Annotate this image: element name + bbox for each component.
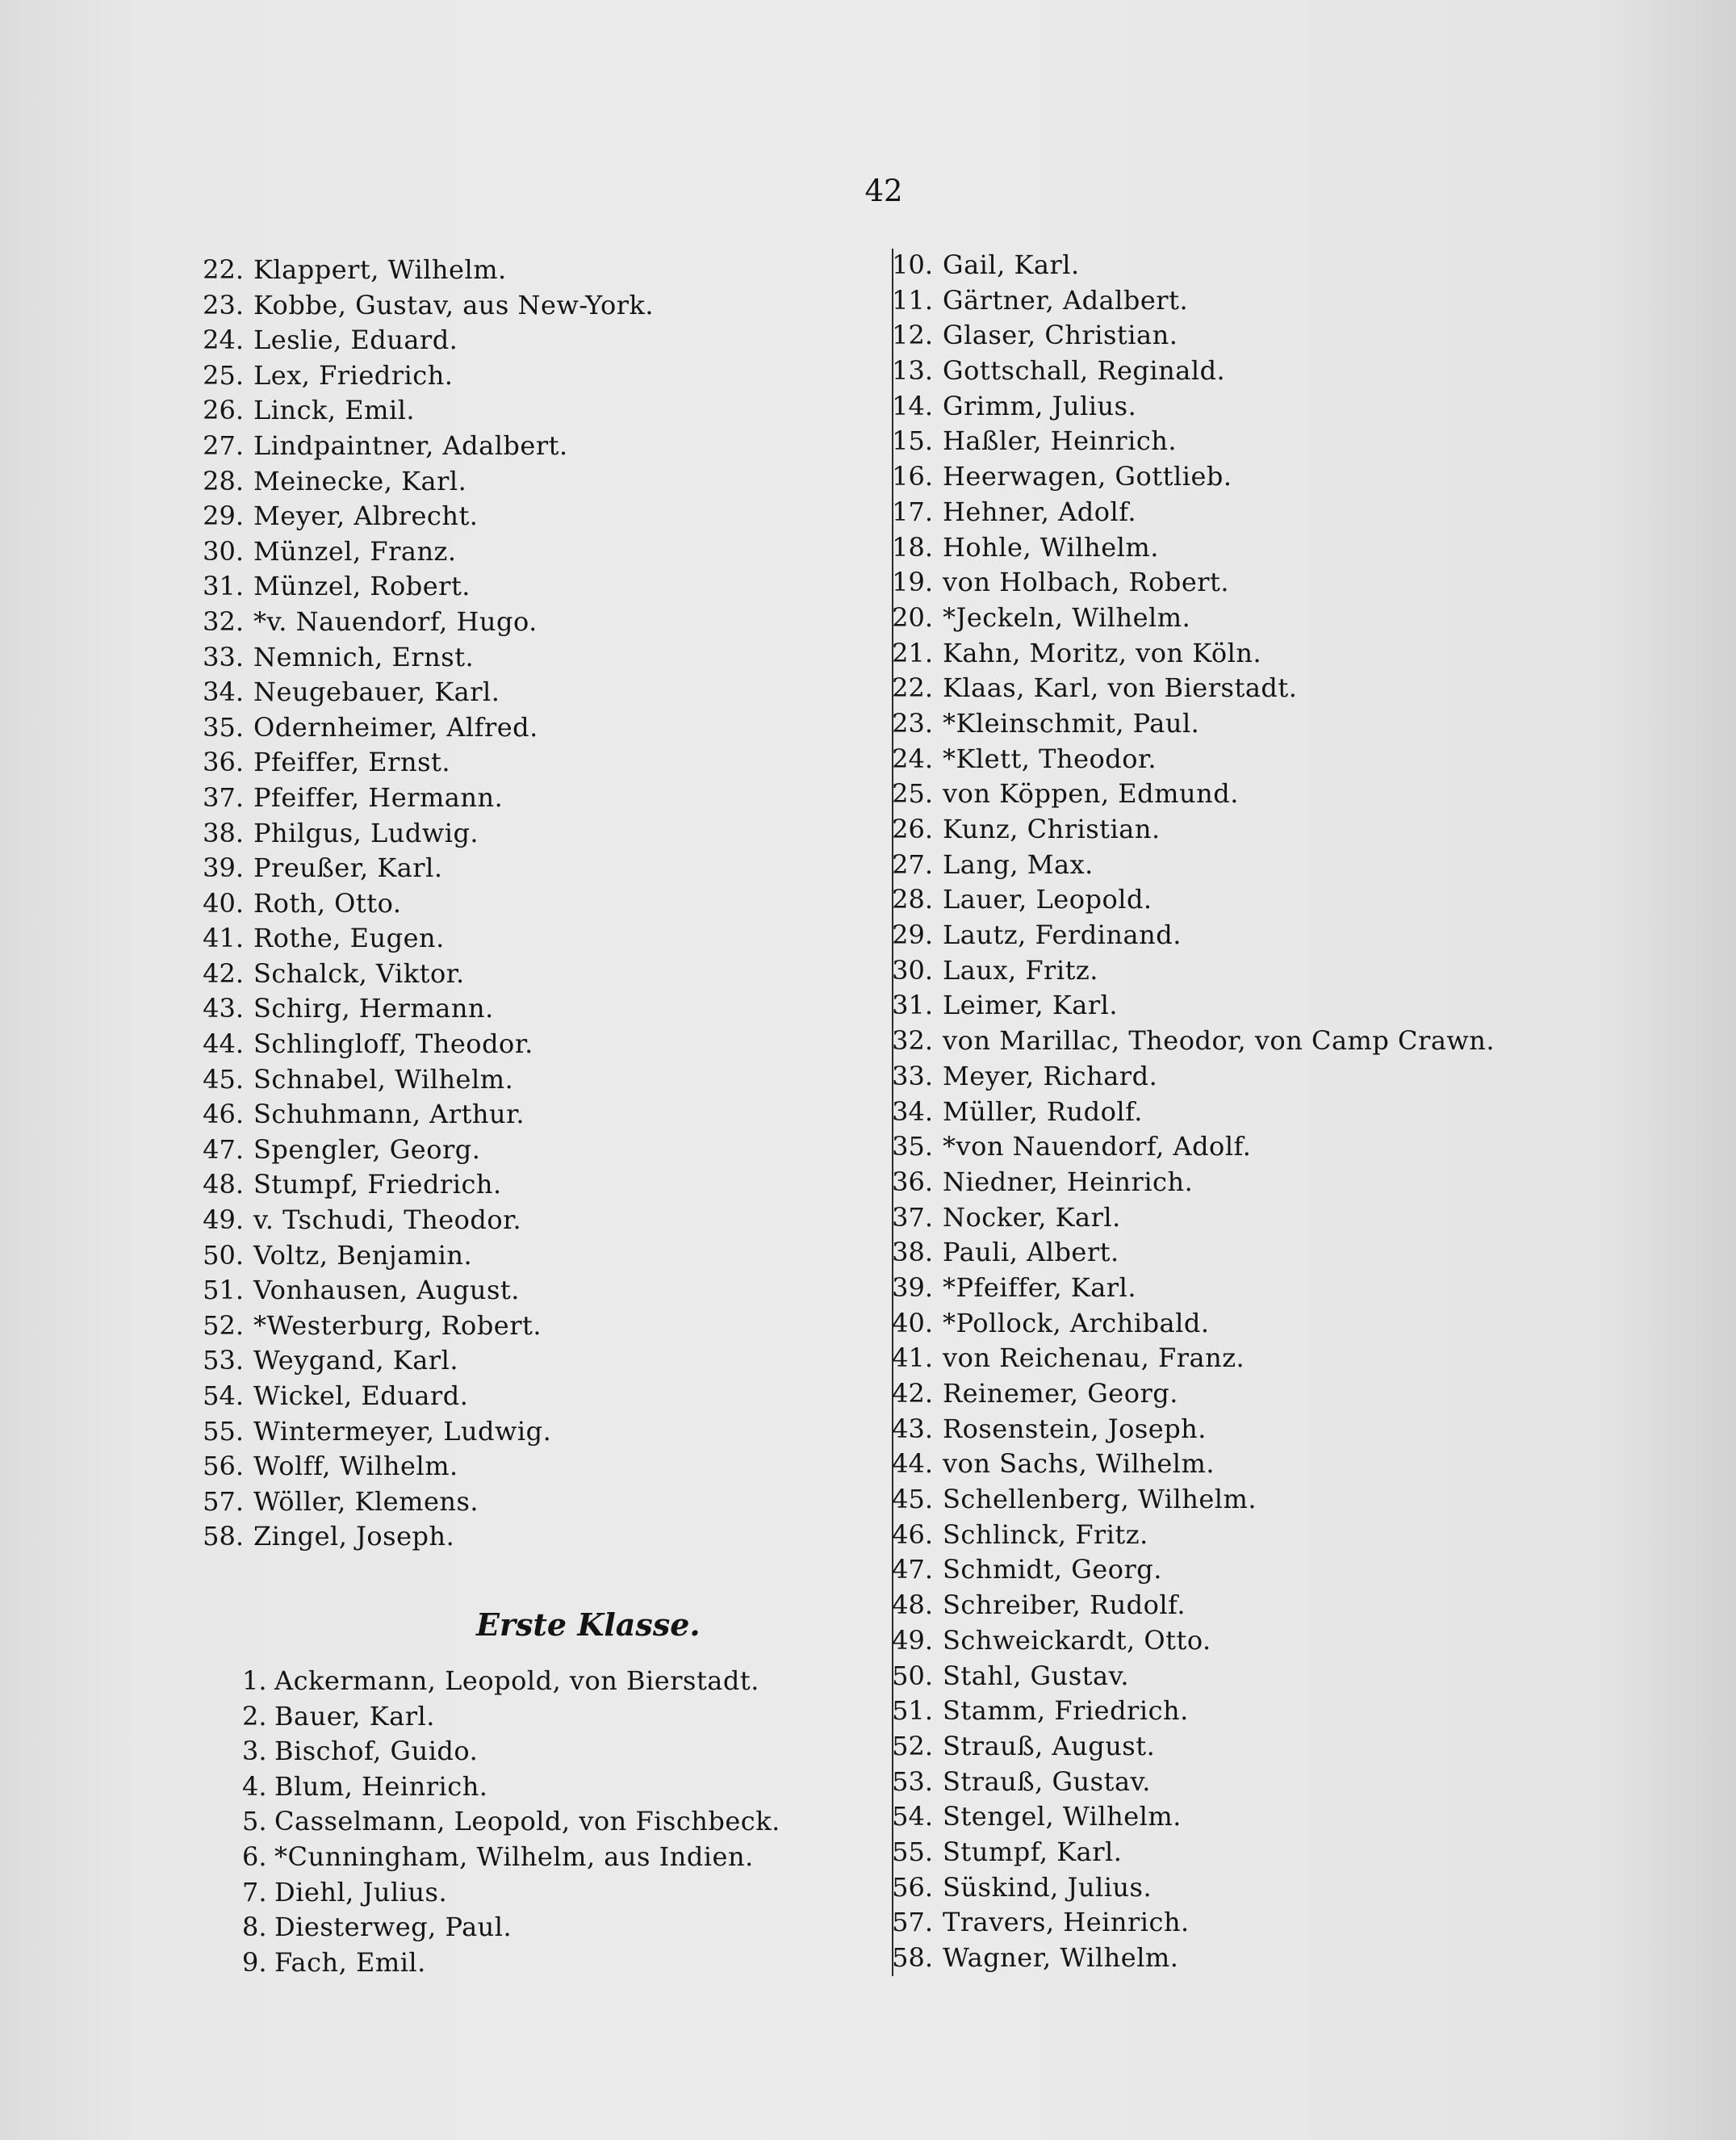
- entry-number: 31.: [203, 571, 244, 602]
- entry-name: Pauli, Albert.: [943, 1237, 1119, 1268]
- list-item: [194, 606, 855, 642]
- entry-number: 45.: [892, 1484, 933, 1515]
- entry-name: Glaser, Christian.: [943, 320, 1178, 351]
- entry-number: 22.: [203, 254, 244, 285]
- entry-number: 42.: [203, 957, 244, 989]
- list-item: [886, 1308, 1613, 1343]
- list-item: [886, 778, 1613, 814]
- entry-name: Reinemer, Georg.: [943, 1378, 1178, 1409]
- entry-name: Münzel, Robert.: [253, 571, 471, 602]
- entry-name: Gärtner, Adalbert.: [943, 284, 1189, 316]
- entry-number: 44.: [892, 1448, 933, 1480]
- entry-name: *v. Nauendorf, Hugo.: [253, 605, 538, 637]
- entry-name: *Pollock, Archibald.: [943, 1307, 1210, 1338]
- list-item: [194, 818, 855, 853]
- list-item: [194, 1028, 855, 1064]
- entry-number: 30.: [892, 954, 933, 986]
- entry-name: Ackermann, Leopold, von Bierstadt.: [274, 1665, 759, 1696]
- entry-name: Diehl, Julius.: [274, 1876, 448, 1908]
- entry-name: Schlingloff, Theodor.: [253, 1028, 533, 1060]
- entry-name: Philgus, Ludwig.: [253, 817, 479, 848]
- entry-name: Roth, Otto.: [253, 887, 402, 919]
- list-item: [242, 1701, 855, 1736]
- list-item: [886, 1342, 1613, 1378]
- list-item: [886, 1836, 1613, 1872]
- entry-name: Casselmann, Leopold, von Fischbeck.: [274, 1806, 780, 1837]
- entry-name: von Köppen, Edmund.: [943, 778, 1239, 810]
- entry-name: Schreiber, Rudolf.: [943, 1589, 1186, 1621]
- list-item: [194, 1310, 855, 1346]
- list-item: [194, 1169, 855, 1204]
- list-item: [886, 1025, 1613, 1061]
- list-item: [242, 1806, 855, 1841]
- list-item: [886, 849, 1613, 885]
- entry-name: Schnabel, Wilhelm.: [253, 1063, 514, 1095]
- entry-name: Stamm, Friedrich.: [943, 1695, 1189, 1727]
- list-item: [886, 1237, 1613, 1272]
- entry-number: 46.: [203, 1099, 244, 1130]
- entry-name: Wagner, Wilhelm.: [943, 1942, 1179, 1973]
- entry-name: Strauß, August.: [943, 1730, 1156, 1761]
- entry-number: 32.: [203, 605, 244, 637]
- entry-name: Gail, Karl.: [943, 249, 1080, 280]
- list-item: [886, 1695, 1613, 1731]
- entry-name: Klaas, Karl, von Bierstadt.: [943, 672, 1298, 704]
- entry-name: Wöller, Klemens.: [253, 1485, 479, 1517]
- entry-name: *von Nauendorf, Adolf.: [943, 1131, 1252, 1162]
- list-item: [194, 395, 855, 430]
- entry-number: 54.: [892, 1801, 933, 1832]
- entry-number: 13.: [892, 355, 933, 387]
- entry-number: 49.: [203, 1204, 244, 1236]
- entry-name: Heerwagen, Gottlieb.: [943, 461, 1232, 492]
- erste-klasse-list: [242, 1665, 855, 1982]
- list-item: [886, 391, 1613, 426]
- list-item: [242, 1665, 855, 1701]
- entry-number: 9.: [242, 1946, 267, 1978]
- entry-number: 41.: [892, 1342, 933, 1374]
- entry-name: Kobbe, Gustav, aus New-York.: [253, 289, 655, 320]
- entry-number: 54.: [203, 1380, 244, 1411]
- list-item: [886, 1484, 1613, 1519]
- entry-number: 51.: [892, 1695, 933, 1727]
- entry-name: Hohle, Wilhelm.: [943, 531, 1159, 563]
- list-item: [194, 500, 855, 536]
- entry-name: Neugebauer, Karl.: [253, 676, 500, 708]
- entry-number: 49.: [892, 1624, 933, 1656]
- entry-name: Schalck, Viktor.: [253, 957, 465, 989]
- list-item: [886, 1554, 1613, 1589]
- entry-name: Leslie, Eduard.: [253, 325, 458, 356]
- entry-name: Fach, Emil.: [274, 1946, 426, 1978]
- list-item: [886, 955, 1613, 990]
- list-item: [194, 360, 855, 396]
- entry-name: Schweickardt, Otto.: [943, 1624, 1211, 1656]
- entry-number: 52.: [892, 1730, 933, 1761]
- entry-name: *Cunningham, Wilhelm, aus Indien.: [274, 1841, 754, 1872]
- entry-number: 51.: [203, 1275, 244, 1306]
- list-item: [886, 1166, 1613, 1202]
- entry-number: 28.: [892, 884, 933, 915]
- list-item: [886, 461, 1613, 496]
- entry-name: Strauß, Gustav.: [943, 1765, 1151, 1797]
- entry-name: Wolff, Wilhelm.: [253, 1451, 458, 1482]
- entry-name: Odernheimer, Alfred.: [253, 711, 538, 743]
- list-item: [886, 567, 1613, 602]
- list-item: [886, 743, 1613, 779]
- entry-number: 26.: [203, 395, 244, 426]
- entry-name: von Marillac, Theodor, von Camp Crawn.: [943, 1025, 1495, 1057]
- list-item: [194, 1240, 855, 1275]
- entry-name: Zingel, Joseph.: [253, 1521, 455, 1552]
- entry-number: 31.: [892, 990, 933, 1021]
- entry-number: 23.: [203, 289, 244, 320]
- entry-number: 6.: [242, 1841, 267, 1872]
- entry-number: 22.: [892, 672, 933, 704]
- entry-name: *Jeckeln, Wilhelm.: [943, 601, 1191, 633]
- list-item: [194, 1521, 855, 1556]
- entry-name: Süskind, Julius.: [943, 1871, 1152, 1903]
- list-item: [194, 1380, 855, 1416]
- entry-number: 16.: [892, 461, 933, 492]
- entry-number: 33.: [203, 641, 244, 672]
- entry-name: Kahn, Moritz, von Köln.: [943, 637, 1262, 668]
- list-item: [886, 1766, 1613, 1802]
- entry-name: v. Tschudi, Theodor.: [253, 1204, 522, 1236]
- entry-number: 24.: [892, 743, 933, 774]
- entry-name: *Pfeiffer, Karl.: [943, 1271, 1136, 1303]
- entry-name: Lindpaintner, Adalbert.: [253, 429, 568, 461]
- entry-name: Pfeiffer, Ernst.: [253, 747, 451, 778]
- entry-number: 57.: [203, 1485, 244, 1517]
- entry-name: Niedner, Heinrich.: [943, 1166, 1194, 1197]
- entry-number: 15.: [892, 425, 933, 457]
- entry-number: 41.: [203, 923, 244, 954]
- entry-name: Meinecke, Karl.: [253, 465, 467, 496]
- entry-name: Schirg, Hermann.: [253, 993, 494, 1024]
- entry-number: 1.: [242, 1665, 267, 1696]
- list-item: [194, 923, 855, 958]
- list-item: [194, 1099, 855, 1134]
- list-item: [242, 1912, 855, 1947]
- entry-name: Preußer, Karl.: [253, 852, 443, 884]
- list-item: [886, 1272, 1613, 1308]
- entry-number: 56.: [892, 1871, 933, 1903]
- list-item: [886, 884, 1613, 919]
- entry-name: *Klett, Theodor.: [943, 743, 1157, 774]
- entry-number: 5.: [242, 1806, 267, 1837]
- entry-name: Travers, Heinrich.: [943, 1907, 1190, 1938]
- entry-number: 34.: [203, 676, 244, 708]
- entry-name: Pfeiffer, Hermann.: [253, 781, 504, 813]
- list-item: [886, 532, 1613, 567]
- entry-number: 55.: [892, 1836, 933, 1867]
- entry-number: 40.: [203, 887, 244, 919]
- list-item: [886, 1413, 1613, 1449]
- entry-name: Schmidt, Georg.: [943, 1554, 1162, 1585]
- entry-name: Münzel, Franz.: [253, 535, 457, 567]
- list-item: [886, 1448, 1613, 1484]
- entry-name: Leimer, Karl.: [943, 990, 1119, 1021]
- list-item: [886, 355, 1613, 391]
- list-item: [886, 602, 1613, 638]
- list-item: [886, 320, 1613, 355]
- list-item: [194, 958, 855, 994]
- entry-name: Meyer, Albrecht.: [253, 500, 479, 532]
- list-item: [886, 1942, 1613, 1978]
- list-item: [194, 1134, 855, 1170]
- list-item: [242, 1736, 855, 1771]
- list-item: [194, 747, 855, 782]
- entry-number: 18.: [892, 531, 933, 563]
- entry-number: 43.: [892, 1413, 933, 1444]
- entry-number: 35.: [892, 1131, 933, 1162]
- list-item: [886, 1625, 1613, 1660]
- entry-number: 23.: [892, 707, 933, 739]
- list-item: [194, 1486, 855, 1522]
- entry-name: Rosenstein, Joseph.: [943, 1413, 1207, 1444]
- entry-number: 38.: [892, 1237, 933, 1268]
- entry-number: 55.: [203, 1415, 244, 1447]
- list-item: [194, 712, 855, 748]
- entry-name: Schlinck, Fritz.: [943, 1518, 1148, 1550]
- entry-name: Bischof, Guido.: [274, 1736, 479, 1767]
- entry-name: Rothe, Eugen.: [253, 923, 445, 954]
- list-item: [194, 536, 855, 572]
- page-number: 42: [864, 174, 903, 208]
- list-item: [194, 1064, 855, 1099]
- entry-number: 57.: [892, 1907, 933, 1938]
- entry-number: 19.: [892, 567, 933, 598]
- entry-number: 36.: [892, 1166, 933, 1197]
- list-item: [886, 496, 1613, 532]
- list-item: [194, 571, 855, 606]
- entry-number: 11.: [892, 284, 933, 316]
- list-item: [194, 1204, 855, 1240]
- entry-name: Weygand, Karl.: [253, 1345, 458, 1376]
- entry-number: 47.: [203, 1133, 244, 1165]
- entry-name: Lex, Friedrich.: [253, 359, 454, 391]
- entry-name: Voltz, Benjamin.: [253, 1239, 473, 1271]
- list-item: [194, 676, 855, 712]
- entry-number: 26.: [892, 814, 933, 844]
- entry-number: 32.: [892, 1025, 933, 1057]
- list-item: [886, 814, 1613, 849]
- list-item: [194, 325, 855, 360]
- list-item: [194, 430, 855, 466]
- entry-number: 2.: [242, 1700, 267, 1732]
- entry-name: Bauer, Karl.: [274, 1700, 435, 1732]
- entry-number: 12.: [892, 320, 933, 351]
- entry-name: Linck, Emil.: [253, 395, 416, 426]
- entry-number: 4.: [242, 1770, 267, 1802]
- entry-name: Lautz, Ferdinand.: [943, 919, 1182, 951]
- entry-number: 7.: [242, 1876, 267, 1908]
- list-item: [886, 919, 1613, 955]
- entry-number: 21.: [892, 637, 933, 668]
- entry-number: 14.: [892, 390, 933, 421]
- entry-name: *Westerburg, Robert.: [253, 1309, 542, 1341]
- entry-name: Klappert, Wilhelm.: [253, 254, 507, 285]
- list-item: [886, 1202, 1613, 1238]
- list-item: [194, 782, 855, 818]
- entry-name: Wickel, Eduard.: [253, 1380, 469, 1411]
- list-item: [886, 708, 1613, 743]
- list-item: [886, 1096, 1613, 1132]
- entry-number: 29.: [203, 500, 244, 532]
- list-item: [886, 1660, 1613, 1696]
- list-item: [886, 249, 1613, 285]
- list-item: [194, 852, 855, 888]
- entry-name: Stengel, Wilhelm.: [943, 1801, 1182, 1832]
- entry-name: Stumpf, Friedrich.: [253, 1169, 502, 1200]
- entry-number: 8.: [242, 1912, 267, 1943]
- entry-number: 35.: [203, 711, 244, 743]
- list-item: [886, 1801, 1613, 1836]
- entry-number: 27.: [203, 429, 244, 461]
- list-item: [194, 888, 855, 923]
- entry-number: 43.: [203, 993, 244, 1024]
- entry-name: Hehner, Adolf.: [943, 496, 1137, 527]
- entry-number: 58.: [203, 1521, 244, 1552]
- entry-number: 33.: [892, 1060, 933, 1091]
- entry-number: 17.: [892, 496, 933, 527]
- entry-number: 27.: [892, 848, 933, 880]
- list-item: [194, 466, 855, 501]
- list-item: [242, 1771, 855, 1807]
- list-item: [194, 1345, 855, 1380]
- entry-name: *Kleinschmit, Paul.: [943, 707, 1200, 739]
- entry-number: 45.: [203, 1063, 244, 1095]
- left-column-list: [194, 254, 855, 1556]
- entry-number: 48.: [892, 1589, 933, 1621]
- list-item: [886, 1731, 1613, 1766]
- entry-number: 37.: [892, 1201, 933, 1233]
- list-item: [194, 993, 855, 1028]
- list-item: [242, 1947, 855, 1983]
- list-item: [194, 1416, 855, 1451]
- entry-number: 38.: [203, 817, 244, 848]
- entry-name: Spengler, Georg.: [253, 1133, 481, 1165]
- entry-number: 24.: [203, 325, 244, 356]
- entry-number: 47.: [892, 1554, 933, 1585]
- list-item: [886, 672, 1613, 708]
- list-item: [194, 1275, 855, 1310]
- list-item: [886, 1378, 1613, 1413]
- list-item: [886, 990, 1613, 1025]
- section-heading: Erste Klasse.: [476, 1606, 701, 1643]
- entry-name: Schuhmann, Arthur.: [253, 1099, 525, 1130]
- entry-number: 58.: [892, 1942, 933, 1973]
- entry-name: Lang, Max.: [943, 848, 1094, 880]
- list-item: [886, 285, 1613, 320]
- list-item: [242, 1841, 855, 1877]
- entry-number: 53.: [892, 1765, 933, 1797]
- entry-number: 44.: [203, 1028, 244, 1060]
- list-item: [194, 254, 855, 290]
- list-item: [194, 290, 855, 325]
- entry-name: Blum, Heinrich.: [274, 1770, 488, 1802]
- entry-name: Diesterweg, Paul.: [274, 1912, 512, 1943]
- entry-name: Wintermeyer, Ludwig.: [253, 1415, 552, 1447]
- entry-number: 48.: [203, 1169, 244, 1200]
- entry-name: Gottschall, Reginald.: [943, 355, 1226, 387]
- entry-number: 42.: [892, 1378, 933, 1409]
- entry-number: 20.: [892, 601, 933, 633]
- entry-number: 37.: [203, 781, 244, 813]
- list-item: [886, 1872, 1613, 1908]
- entry-number: 56.: [203, 1451, 244, 1482]
- list-item: [886, 1907, 1613, 1942]
- list-item: [886, 1131, 1613, 1166]
- entry-number: 36.: [203, 747, 244, 778]
- entry-name: von Holbach, Robert.: [943, 567, 1230, 598]
- entry-number: 29.: [892, 919, 933, 951]
- entry-name: Stumpf, Karl.: [943, 1836, 1123, 1867]
- entry-name: Kunz, Christian.: [943, 814, 1161, 844]
- list-item: [886, 638, 1613, 673]
- entry-number: 28.: [203, 465, 244, 496]
- entry-number: 40.: [892, 1307, 933, 1338]
- entry-number: 53.: [203, 1345, 244, 1376]
- list-item: [886, 1519, 1613, 1555]
- entry-number: 25.: [203, 359, 244, 391]
- entry-number: 3.: [242, 1736, 267, 1767]
- entry-number: 50.: [203, 1239, 244, 1271]
- entry-number: 50.: [892, 1660, 933, 1691]
- entry-name: Meyer, Richard.: [943, 1060, 1158, 1091]
- entry-name: Haßler, Heinrich.: [943, 425, 1178, 457]
- list-item: [194, 1451, 855, 1486]
- entry-name: Müller, Rudolf.: [943, 1095, 1143, 1127]
- entry-name: von Reichenau, Franz.: [943, 1342, 1245, 1374]
- entry-name: Nemnich, Ernst.: [253, 641, 475, 672]
- entry-name: Grimm, Julius.: [943, 390, 1137, 421]
- list-item: [242, 1877, 855, 1912]
- entry-name: Vonhausen, August.: [253, 1275, 520, 1306]
- entry-number: 25.: [892, 778, 933, 810]
- entry-name: Lauer, Leopold.: [943, 884, 1152, 915]
- entry-name: von Sachs, Wilhelm.: [943, 1448, 1215, 1480]
- entry-name: Stahl, Gustav.: [943, 1660, 1130, 1691]
- entry-name: Laux, Fritz.: [943, 954, 1098, 986]
- entry-number: 10.: [892, 249, 933, 280]
- list-item: [886, 425, 1613, 461]
- list-item: [194, 642, 855, 677]
- list-item: [886, 1589, 1613, 1625]
- entry-number: 39.: [203, 852, 244, 884]
- entry-name: Nocker, Karl.: [943, 1201, 1121, 1233]
- entry-number: 52.: [203, 1309, 244, 1341]
- entry-number: 46.: [892, 1518, 933, 1550]
- entry-name: Schellenberg, Wilhelm.: [943, 1484, 1257, 1515]
- entry-number: 34.: [892, 1095, 933, 1127]
- entry-number: 30.: [203, 535, 244, 567]
- list-item: [886, 1061, 1613, 1096]
- right-column-list: [886, 249, 1613, 1978]
- entry-number: 39.: [892, 1271, 933, 1303]
